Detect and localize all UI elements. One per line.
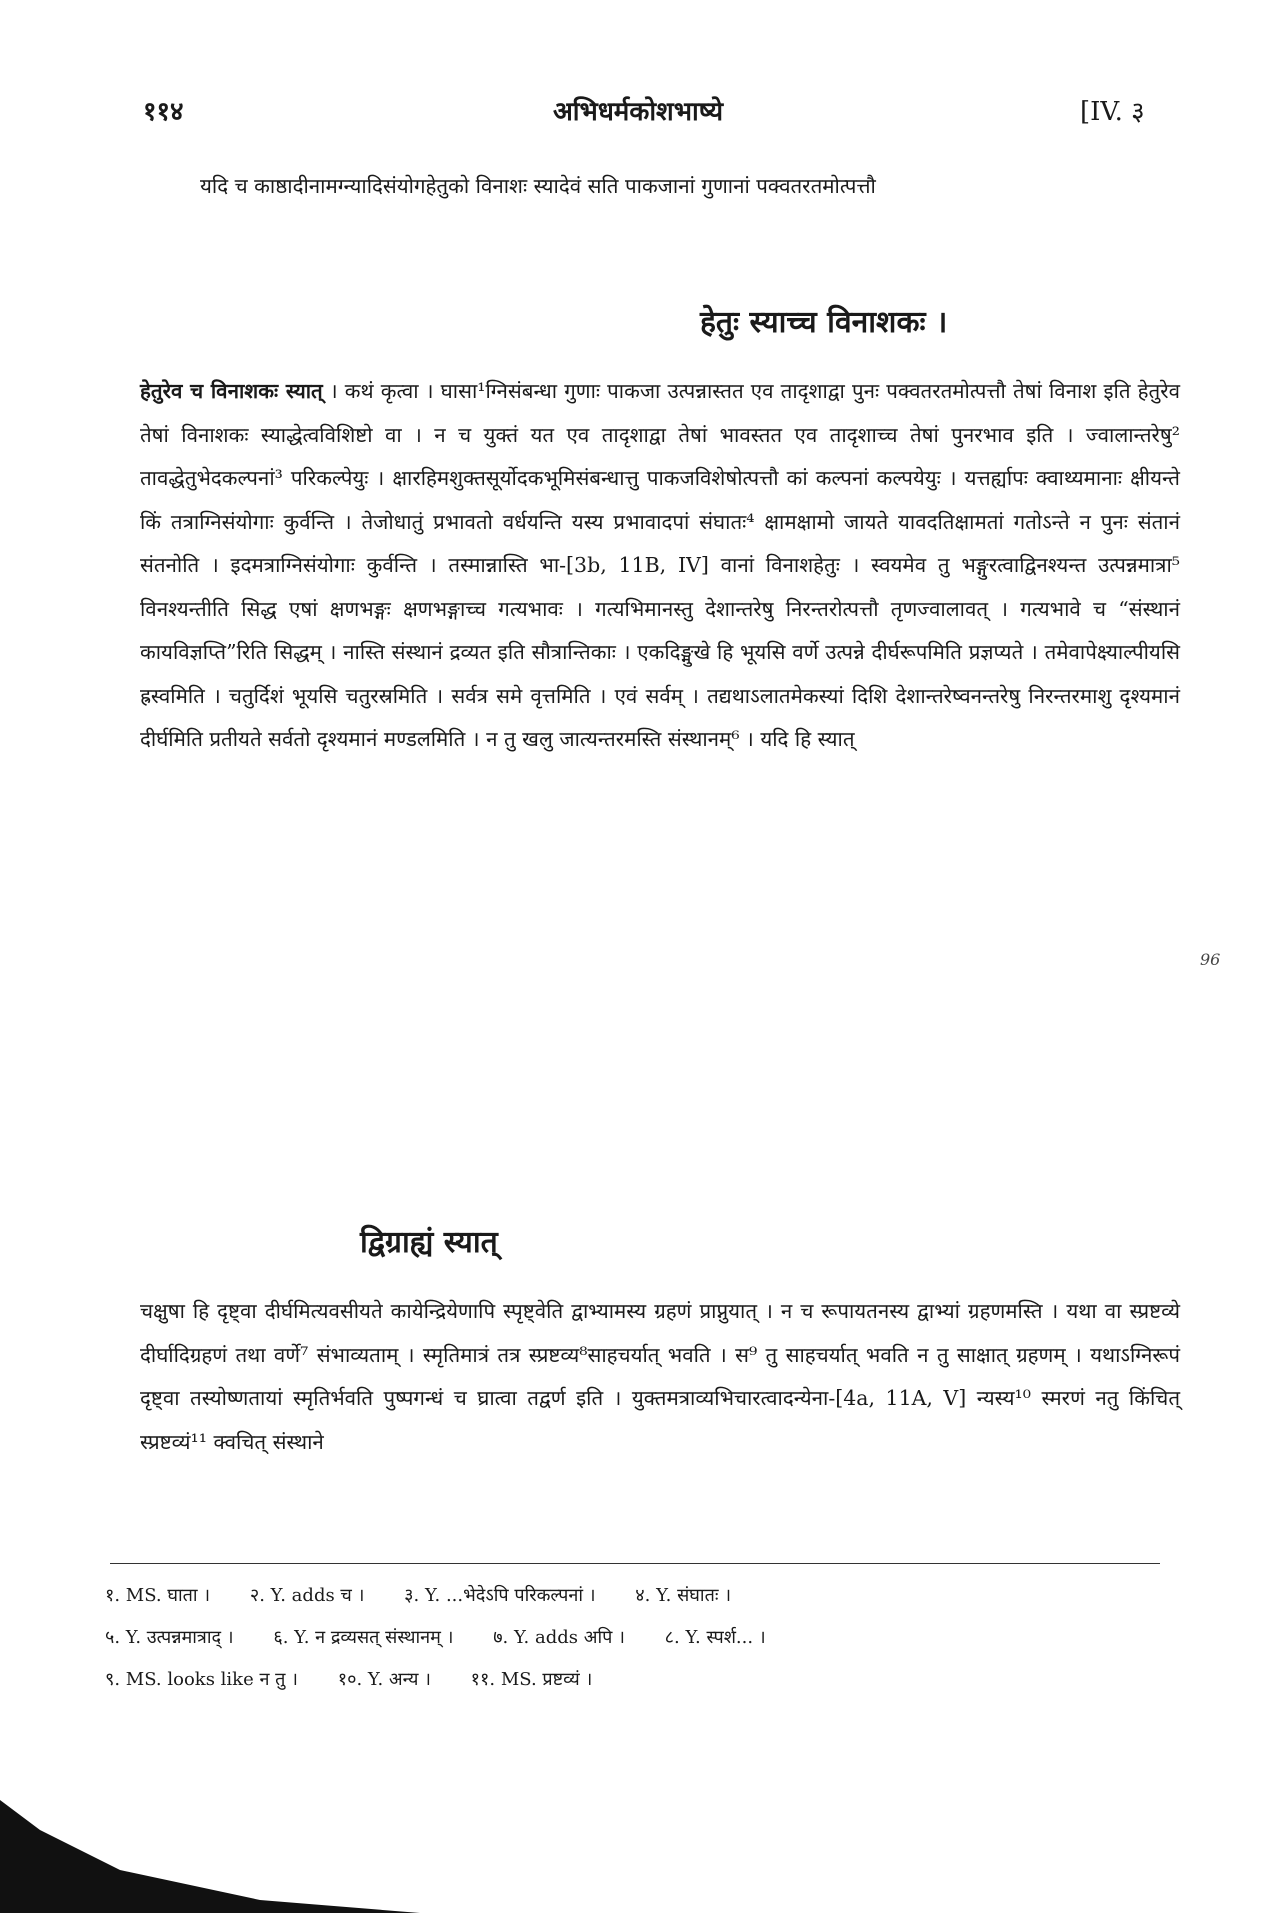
footnote: ४. Y. संघातः । xyxy=(635,1585,732,1606)
section-reference: [IV. ३ xyxy=(1080,97,1145,127)
running-header xyxy=(0,92,1276,132)
footnotes xyxy=(105,1575,1185,1701)
footnote: ११. MS. प्रष्टव्यं । xyxy=(470,1669,593,1690)
footnote: १. MS. घाता । xyxy=(105,1585,211,1606)
paragraph-body: । कथं कृत्वा । घासा¹ग्निसंबन्धा गुणाः पाकजा उत्पन्नास्तत एव तादृशाद्वा पुनः पक्वतरतमोत्पत्तौ तेषां विनाश इति हेतुरेव तेषां विनाशकः स्याद्धेत्वविशिष्टो वा । न च युक्तं यत एव तादृशाद्वा तेषां भावस्तत एव तादृशाच्च तेषां पुनरभाव इति । ज्वालान्तरेषु² तावद्धेतुभेदकल्पनां³ परिकल्पेयुः । क्षारहिमशुक्तसूर्योदकभूमिसंबन्धात्तु पाकजविशेषोत्पत्तौ कां कल्पनां कल्पयेयुः । यत्तर्ह्यापः क्वाथ्यमानाः क्षीयन्ते किं तत्राग्निसंयोगाः कुर्वन्ति । तेजोधातुं प्रभावतो वर्धयन्ति यस्य प्रभावादपां संघातः⁴ क्षामक्षामो जायते यावदतिक्षामतां गतोऽन्ते न पुनः संतानं संतनोति । इदमत्राग्निसंयोगाः कुर्वन्ति । तस्मान्नास्ति भा-[3b, 11B, IV] वानां विनाशहेतुः । स्वयमेव तु भङ्गुरत्वाद्विनश्यन्त उत्पन्नमात्रा⁵ विनश्यन्तीति सिद्ध एषां क्षणभङ्गः क्षणभङ्गाच्च गत्यभावः । गत्यभिमानस्तु देशान्तरेषु निरन्तरोत्पत्तौ तृणज्वालावत् । गत्यभावे च “संस्थानं कायविज्ञप्ति”रिति सिद्धम् । नास्ति संस्थानं द्रव्यत इति सौत्रान्तिकाः । एकदिङ्मुखे हि भूयसि वर्णे उत्पन्ने दीर्घरूपमिति प्रज्ञप्यते । तमेवापेक्ष्याल्पीयसि ह्रस्वमिति । चतुर्दिशं भूयसि चतुरस्रमिति । सर्वत्र समे वृत्तमिति । एवं सर्वम् । तद्यथाऽलातमेकस्यां दिशि देशान्तरेष्वनन्तरेषु निरन्तरमाशु दृश्यमानं दीर्घमिति प्रतीयते सर्वतो दृश्यमानं मण्डलमिति । न तु खलु जात्यन्तरमस्ति संस्थानम्⁶ । यदि हि स्यात् xyxy=(140,379,1180,751)
footnote: २. Y. adds च । xyxy=(249,1585,365,1606)
footnote-line xyxy=(105,1617,1185,1659)
scan-edge-shadow xyxy=(0,1800,420,1913)
page-number: ११४ xyxy=(143,97,184,127)
running-title: अभिधर्मकोशभाष्ये xyxy=(552,97,724,127)
commentary-paragraph-1 xyxy=(140,370,1180,762)
footnote: ५. Y. उत्पन्नमात्राद् । xyxy=(105,1627,234,1648)
footnote-line xyxy=(105,1659,1185,1701)
footnote: ९. MS. looks like न तु । xyxy=(105,1669,298,1690)
footnote: ८. Y. स्पर्श... । xyxy=(664,1627,766,1648)
verse-heading-1: हेतुः स्याच्च विनाशकः । xyxy=(700,305,948,340)
intro-paragraph: यदि च काष्ठादीनामग्न्यादिसंयोगहेतुको विनाशः स्यादेवं सति पाकजानां गुणानां पक्वतरतमोत्पत्तौ xyxy=(200,174,876,198)
footnote: ६. Y. न द्रव्यसत् संस्थानम् । xyxy=(273,1627,454,1648)
footnote-divider xyxy=(110,1563,1160,1564)
commentary-paragraph-2: चक्षुषा हि दृष्ट्वा दीर्घमित्यवसीयते कायेन्द्रियेणापि स्पृष्ट्वेति द्वाभ्यामस्य ग्रहणं प्राप्नुयात् । न च रूपायतनस्य द्वाभ्यां ग्रहणमस्ति । यथा वा स्प्रष्टव्ये दीर्घादिग्रहणं तथा वर्णे⁷ संभाव्यताम् । स्मृतिमात्रं तत्र स्प्रष्टव्य⁸साहचर्यात् भवति । स⁹ तु साहचर्यात् भवति न तु साक्षात् ग्रहणम् । यथाऽग्निरूपं दृष्ट्वा तस्योष्णतायां स्मृतिर्भवति पुष्पगन्धं च घ्रात्वा तद्वर्ण इति । युक्तमत्राव्यभिचारत्वादन्येना-[4a, 11A, V] न्यस्य¹⁰ स्मरणं नतु किंचित् स्प्रष्टव्यं¹¹ क्वचित् संस्थाने xyxy=(140,1299,1180,1454)
paragraph-lead: हेतुरेव च विनाशकः स्यात् xyxy=(140,379,323,403)
footnote-line xyxy=(105,1575,1185,1617)
footnote: १०. Y. अन्य । xyxy=(337,1669,431,1690)
footnote: ७. Y. adds अपि । xyxy=(493,1627,625,1648)
handwritten-margin-note: 96 xyxy=(1200,950,1221,969)
footnote: ३. Y. ...भेदेऽपि परिकल्पनां । xyxy=(404,1585,596,1606)
verse-heading-2: द्विग्राह्यं स्यात् xyxy=(360,1225,498,1260)
